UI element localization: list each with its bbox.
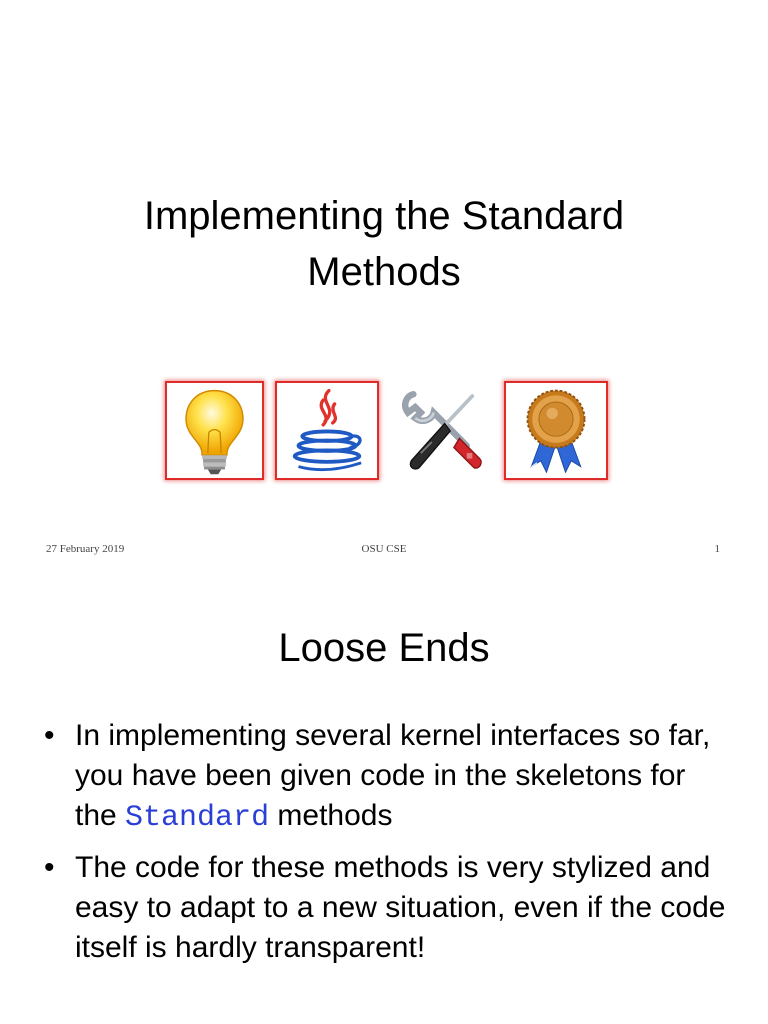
slide-title-line-1: Implementing the Standard [143, 194, 625, 238]
code-keyword: Standard [125, 801, 270, 835]
footer-page-number: 1 [714, 543, 720, 555]
slide-title-line-2: Methods [307, 250, 461, 294]
bullet-list [0, 716, 768, 978]
bullet-text: methods [269, 799, 393, 832]
footer-course: OSU CSE [361, 543, 407, 555]
wrench-screwdriver-icon [395, 385, 487, 477]
slide-title [0, 188, 768, 300]
bullet-text: The code for these methods is very stylized and easy to adapt to a new situation, even if the code itself is hardly transparent! [75, 851, 726, 964]
ribbon-seal-icon [504, 381, 608, 480]
footer-date: 27 February 2019 [46, 543, 125, 555]
slide-title: Loose Ends [278, 626, 490, 670]
bullet-marker: • [44, 851, 55, 884]
icon-row [163, 381, 613, 484]
bullet-item [0, 716, 768, 838]
bullet-item [0, 848, 768, 968]
java-logo-icon [275, 381, 379, 480]
lightbulb-icon [165, 381, 264, 480]
bullet-text: In implementing several kernel interfaces so far, you have been given code in the skeletons for the [75, 719, 711, 832]
content-slide [0, 576, 768, 1024]
bullet-marker: • [44, 719, 55, 752]
